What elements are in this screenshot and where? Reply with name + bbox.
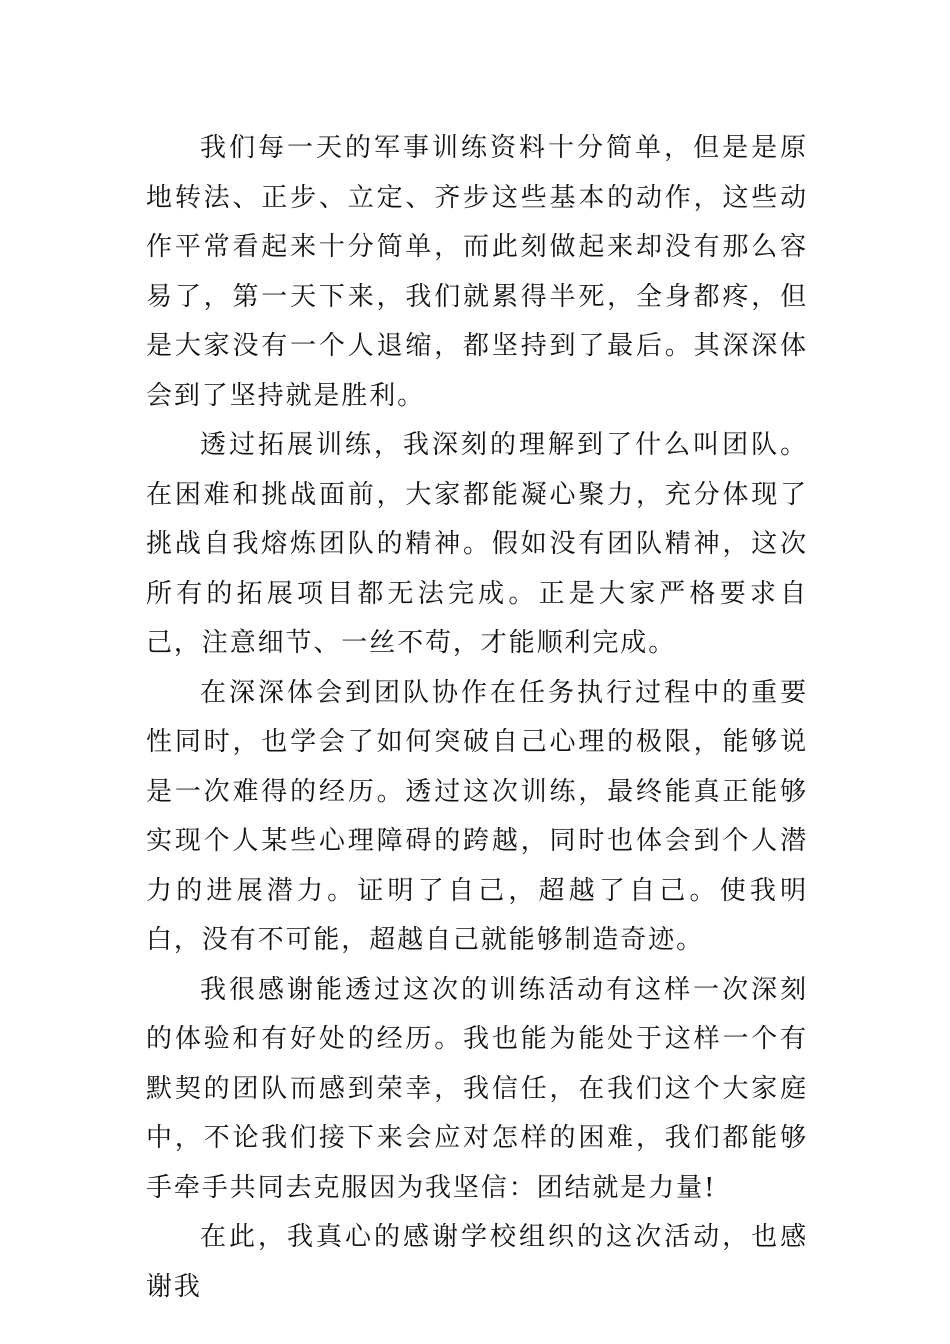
paragraph-gratitude-experience: 我很感谢能透过这次的训练活动有这样一次深刻的体验和有好处的经历。我也能为能处于这样一个有默契的团队而感到荣幸，我信任，在我们这个大家庭中，不论我们接下来会应对怎样的困难，我们都能够手牵手共同去克服因为我坚信：团结就是力量! bbox=[146, 974, 808, 1203]
document-body bbox=[146, 124, 808, 1312]
paragraph-team-understanding: 透过拓展训练，我深刻的理解到了什么叫团队。在困难和挑战面前，大家都能凝心聚力，充分体现了挑战自我熔炼团队的精神。假如没有团队精神，这次所有的拓展项目都无法完成。正是大家严格要求自己，注意细节、一丝不苟，才能顺利完成。 bbox=[146, 430, 808, 658]
paragraph-military-training: 我们每一天的军事训练资料十分简单，但是是原地转法、正步、立定、齐步这些基本的动作，这些动作平常看起来十分简单，而此刻做起来却没有那么容易了，第一天下来，我们就累得半死，全身都疼，但是大家没有一个人退缩，都坚持到了最后。其深深体会到了坚持就是胜利。 bbox=[146, 133, 808, 411]
paragraph-thanks-school: 在此，我真心的感谢学校组织的这次活动，也感谢我 bbox=[146, 1222, 808, 1302]
paragraph-psychological-limits: 在深深体会到团队协作在任务执行过程中的重要性同时，也学会了如何突破自己心理的极限，能够说是一次难得的经历。透过这次训练，最终能真正能够实现个人某些心理障碍的跨越，同时也体会到个人潜力的进展潜力。证明了自己，超越了自己。使我明白，没有不可能，超越自己就能够制造奇迹。 bbox=[146, 677, 808, 955]
